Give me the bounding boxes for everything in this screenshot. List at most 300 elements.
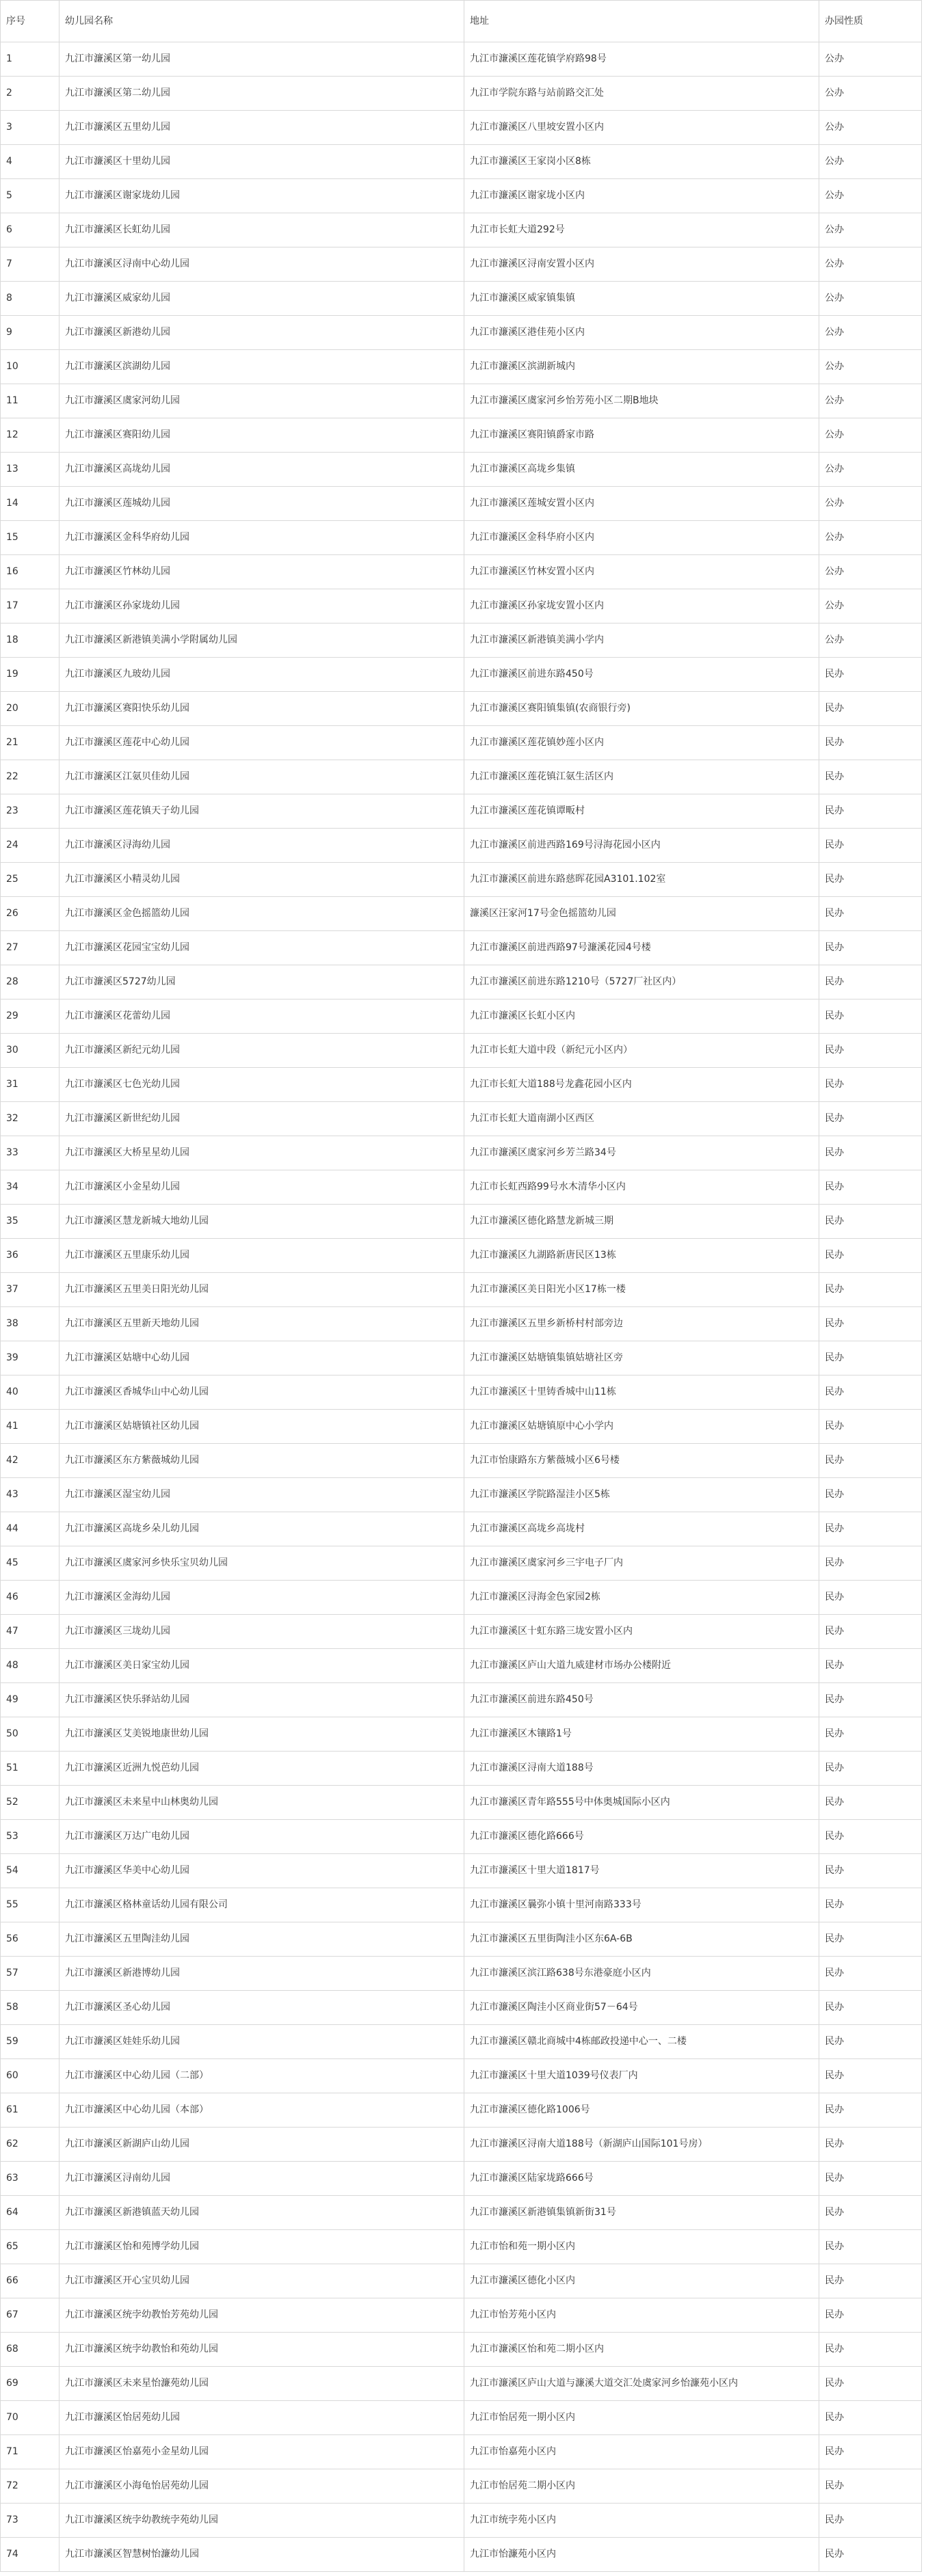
cell-address: 九江市濂溪区赛阳镇集镇(农商银行旁) <box>464 692 819 726</box>
table-row <box>1 77 922 111</box>
cell-address: 九江市濂溪区前进东路1210号（5727厂社区内） <box>464 965 819 999</box>
table-row <box>1 2333 922 2367</box>
cell-name: 九江市濂溪区七色光幼儿园 <box>59 1068 464 1102</box>
header-serial: 序号 <box>1 1 59 42</box>
cell-serial: 56 <box>1 1922 59 1957</box>
cell-serial: 42 <box>1 1444 59 1478</box>
cell-address: 九江市长虹大道188号龙鑫花园小区内 <box>464 1068 819 1102</box>
cell-nature: 公办 <box>819 42 922 77</box>
cell-address: 九江市濂溪区十虹东路三垅安置小区内 <box>464 1615 819 1649</box>
table-row <box>1 2230 922 2264</box>
table-row <box>1 42 922 77</box>
table-body <box>1 42 922 2572</box>
table-row <box>1 1615 922 1649</box>
cell-nature: 民办 <box>819 658 922 692</box>
cell-serial: 32 <box>1 1102 59 1136</box>
table-row <box>1 2128 922 2162</box>
cell-address: 九江市怡康路东方紫薇城小区6号楼 <box>464 1444 819 1478</box>
cell-address: 九江市长虹西路99号水木清华小区内 <box>464 1170 819 1205</box>
cell-name: 九江市濂溪区姑塘镇社区幼儿园 <box>59 1410 464 1444</box>
cell-address: 九江市濂溪区滨湖新城内 <box>464 350 819 384</box>
cell-address: 九江市濂溪区八里坡安置小区内 <box>464 111 819 145</box>
table-row <box>1 2162 922 2196</box>
cell-nature: 民办 <box>819 1170 922 1205</box>
cell-serial: 35 <box>1 1205 59 1239</box>
cell-nature: 民办 <box>819 2059 922 2093</box>
cell-address: 九江市濂溪区前进西路97号濂溪花园4号楼 <box>464 931 819 965</box>
cell-name: 九江市濂溪区新港镇蓝天幼儿园 <box>59 2196 464 2230</box>
cell-name: 九江市濂溪区高垅幼儿园 <box>59 453 464 487</box>
cell-name: 九江市濂溪区娃娃乐幼儿园 <box>59 2025 464 2059</box>
cell-address: 九江市濂溪区德化小区内 <box>464 2264 819 2298</box>
cell-address: 九江市学院东路与站前路交汇处 <box>464 77 819 111</box>
cell-address: 九江市濂溪区莲花镇妙莲小区内 <box>464 726 819 760</box>
cell-name: 九江市濂溪区江氨贝佳幼儿园 <box>59 760 464 794</box>
cell-name: 九江市濂溪区花园宝宝幼儿园 <box>59 931 464 965</box>
cell-serial: 11 <box>1 384 59 418</box>
cell-nature: 民办 <box>819 1410 922 1444</box>
table-row <box>1 453 922 487</box>
table-row <box>1 1341 922 1376</box>
cell-serial: 70 <box>1 2401 59 2435</box>
cell-address: 九江市濂溪区滨江路638号东港豪庭小区内 <box>464 1957 819 1991</box>
table-row <box>1 2435 922 2469</box>
table-row <box>1 999 922 1034</box>
cell-name: 九江市濂溪区高垅乡朵儿幼儿园 <box>59 1512 464 1546</box>
cell-serial: 34 <box>1 1170 59 1205</box>
cell-address: 九江市濂溪区十里大道1817号 <box>464 1854 819 1888</box>
header-address: 地址 <box>464 1 819 42</box>
table-row <box>1 282 922 316</box>
cell-address: 九江市濂溪区姑塘镇原中心小学内 <box>464 1410 819 1444</box>
header-nature: 办园性质 <box>819 1 922 42</box>
table-row <box>1 658 922 692</box>
cell-name: 九江市濂溪区怡和苑博学幼儿园 <box>59 2230 464 2264</box>
cell-nature: 公办 <box>819 453 922 487</box>
cell-name: 九江市濂溪区新纪元幼儿园 <box>59 1034 464 1068</box>
cell-nature: 民办 <box>819 1341 922 1376</box>
cell-serial: 52 <box>1 1786 59 1820</box>
cell-nature: 公办 <box>819 145 922 179</box>
table-row <box>1 726 922 760</box>
cell-nature: 民办 <box>819 1478 922 1512</box>
table-row <box>1 1512 922 1546</box>
table-row <box>1 247 922 282</box>
table-row <box>1 1376 922 1410</box>
table-row <box>1 1444 922 1478</box>
table-row <box>1 1205 922 1239</box>
header-row <box>1 1 922 42</box>
table-row <box>1 1683 922 1717</box>
cell-address: 九江市濂溪区新港镇美满小学内 <box>464 623 819 658</box>
cell-name: 九江市濂溪区近洲九悦芭幼儿园 <box>59 1752 464 1786</box>
cell-serial: 4 <box>1 145 59 179</box>
cell-serial: 55 <box>1 1888 59 1922</box>
cell-nature: 民办 <box>819 1376 922 1410</box>
cell-nature: 民办 <box>819 1991 922 2025</box>
cell-address: 九江市濂溪区前进西路169号浔海花园小区内 <box>464 829 819 863</box>
cell-address: 九江市濂溪区美日阳光小区17栋一楼 <box>464 1273 819 1307</box>
cell-nature: 公办 <box>819 179 922 213</box>
cell-address: 九江市濂溪区莲花镇江氨生活区内 <box>464 760 819 794</box>
table-row <box>1 111 922 145</box>
cell-address: 九江市濂溪区十里大道1039号仪表厂内 <box>464 2059 819 2093</box>
cell-name: 九江市濂溪区快乐驿站幼儿园 <box>59 1683 464 1717</box>
table-row <box>1 1991 922 2025</box>
cell-address: 九江市濂溪区陶洼小区商业街57－64号 <box>464 1991 819 2025</box>
cell-address: 九江市濂溪区姑塘镇集镇姑塘社区旁 <box>464 1341 819 1376</box>
cell-serial: 5 <box>1 179 59 213</box>
cell-name: 九江市濂溪区怡居苑幼儿园 <box>59 2401 464 2435</box>
cell-name: 九江市濂溪区五里美日阳光幼儿园 <box>59 1273 464 1307</box>
cell-serial: 53 <box>1 1820 59 1854</box>
cell-name: 九江市濂溪区圣心幼儿园 <box>59 1991 464 2025</box>
cell-serial: 12 <box>1 418 59 453</box>
cell-nature: 民办 <box>819 1683 922 1717</box>
cell-serial: 25 <box>1 863 59 897</box>
cell-serial: 69 <box>1 2367 59 2401</box>
cell-nature: 民办 <box>819 1239 922 1273</box>
cell-nature: 公办 <box>819 555 922 589</box>
cell-nature: 公办 <box>819 384 922 418</box>
cell-address: 九江市濂溪区浔海金色家园2栋 <box>464 1581 819 1615</box>
cell-nature: 民办 <box>819 2196 922 2230</box>
table-row <box>1 1034 922 1068</box>
cell-nature: 民办 <box>819 931 922 965</box>
cell-serial: 40 <box>1 1376 59 1410</box>
cell-name: 九江市濂溪区格林童话幼儿园有限公司 <box>59 1888 464 1922</box>
table-row <box>1 2196 922 2230</box>
table-row <box>1 589 922 623</box>
cell-nature: 民办 <box>819 1854 922 1888</box>
cell-serial: 71 <box>1 2435 59 2469</box>
cell-nature: 民办 <box>819 1307 922 1341</box>
cell-address: 九江市濂溪区虞家河乡怡芳苑小区二期B地块 <box>464 384 819 418</box>
cell-name: 九江市濂溪区智慧树怡濂幼儿园 <box>59 2538 464 2572</box>
cell-address: 九江市濂溪区港佳苑小区内 <box>464 316 819 350</box>
cell-address: 九江市濂溪区长虹小区内 <box>464 999 819 1034</box>
cell-serial: 15 <box>1 521 59 555</box>
cell-nature: 公办 <box>819 623 922 658</box>
cell-name: 九江市濂溪区竹林幼儿园 <box>59 555 464 589</box>
cell-address: 九江市濂溪区五里街陶洼小区东6A-6B <box>464 1922 819 1957</box>
cell-serial: 33 <box>1 1136 59 1170</box>
cell-nature: 民办 <box>819 1649 922 1683</box>
cell-serial: 50 <box>1 1717 59 1752</box>
table-row <box>1 829 922 863</box>
cell-name: 九江市濂溪区万达广电幼儿园 <box>59 1820 464 1854</box>
cell-serial: 57 <box>1 1957 59 1991</box>
cell-serial: 45 <box>1 1546 59 1581</box>
cell-serial: 22 <box>1 760 59 794</box>
table-row <box>1 1273 922 1307</box>
cell-name: 九江市濂溪区统孛幼教统孛苑幼儿园 <box>59 2504 464 2538</box>
cell-nature: 民办 <box>819 1820 922 1854</box>
cell-address: 九江市怡濂苑小区内 <box>464 2538 819 2572</box>
cell-serial: 27 <box>1 931 59 965</box>
cell-nature: 民办 <box>819 1205 922 1239</box>
table-row <box>1 1820 922 1854</box>
cell-address: 九江市濂溪区莲花镇谭畈村 <box>464 794 819 829</box>
cell-name: 九江市濂溪区金海幼儿园 <box>59 1581 464 1615</box>
cell-serial: 13 <box>1 453 59 487</box>
cell-nature: 民办 <box>819 1068 922 1102</box>
cell-address: 九江市濂溪区九湖路新唐民区13栋 <box>464 1239 819 1273</box>
cell-address: 九江市怡居苑二期小区内 <box>464 2469 819 2504</box>
cell-nature: 民办 <box>819 1273 922 1307</box>
cell-name: 九江市濂溪区艾美锐地康世幼儿园 <box>59 1717 464 1752</box>
cell-serial: 64 <box>1 2196 59 2230</box>
table-row <box>1 350 922 384</box>
table-row <box>1 2538 922 2572</box>
cell-nature: 民办 <box>819 897 922 931</box>
cell-address: 九江市濂溪区王家岗小区8栋 <box>464 145 819 179</box>
cell-serial: 49 <box>1 1683 59 1717</box>
cell-address: 九江市濂溪区怡和苑二期小区内 <box>464 2333 819 2367</box>
cell-nature: 民办 <box>819 1512 922 1546</box>
table-row <box>1 2367 922 2401</box>
cell-name: 九江市濂溪区第一幼儿园 <box>59 42 464 77</box>
table-row <box>1 487 922 521</box>
cell-serial: 26 <box>1 897 59 931</box>
cell-nature: 民办 <box>819 2469 922 2504</box>
cell-address: 九江市濂溪区庐山大道与濂溪大道交汇处虞家河乡怡濂苑小区内 <box>464 2367 819 2401</box>
cell-serial: 2 <box>1 77 59 111</box>
cell-name: 九江市濂溪区统孛幼教怡芳苑幼儿园 <box>59 2298 464 2333</box>
table-row <box>1 1410 922 1444</box>
cell-name: 九江市濂溪区新港镇美满小学附属幼儿园 <box>59 623 464 658</box>
cell-serial: 58 <box>1 1991 59 2025</box>
cell-name: 九江市濂溪区金色摇篮幼儿园 <box>59 897 464 931</box>
table-row <box>1 1957 922 1991</box>
cell-nature: 民办 <box>819 1615 922 1649</box>
table-row <box>1 555 922 589</box>
cell-serial: 44 <box>1 1512 59 1546</box>
cell-serial: 14 <box>1 487 59 521</box>
cell-nature: 民办 <box>819 2264 922 2298</box>
cell-name: 九江市濂溪区九玻幼儿园 <box>59 658 464 692</box>
cell-serial: 1 <box>1 42 59 77</box>
table-row <box>1 384 922 418</box>
cell-address: 九江市濂溪区浔南大道188号（新湖庐山国际101号房） <box>464 2128 819 2162</box>
cell-serial: 60 <box>1 2059 59 2093</box>
cell-name: 九江市濂溪区五里陶洼幼儿园 <box>59 1922 464 1957</box>
cell-serial: 29 <box>1 999 59 1034</box>
cell-name: 九江市濂溪区未来星中山林奥幼儿园 <box>59 1786 464 1820</box>
cell-serial: 48 <box>1 1649 59 1683</box>
cell-address: 九江市统孛苑小区内 <box>464 2504 819 2538</box>
cell-name: 九江市濂溪区怡嘉苑小金星幼儿园 <box>59 2435 464 2469</box>
cell-name: 九江市濂溪区统孛幼教怡和苑幼儿园 <box>59 2333 464 2367</box>
cell-nature: 民办 <box>819 1546 922 1581</box>
cell-name: 九江市濂溪区香城华山中心幼儿园 <box>59 1376 464 1410</box>
cell-nature: 民办 <box>819 2504 922 2538</box>
cell-nature: 民办 <box>819 1786 922 1820</box>
cell-name: 九江市濂溪区长虹幼儿园 <box>59 213 464 247</box>
cell-nature: 民办 <box>819 2093 922 2128</box>
cell-serial: 19 <box>1 658 59 692</box>
cell-serial: 59 <box>1 2025 59 2059</box>
cell-address: 九江市濂溪区浔南安置小区内 <box>464 247 819 282</box>
cell-serial: 67 <box>1 2298 59 2333</box>
cell-name: 九江市濂溪区莲城幼儿园 <box>59 487 464 521</box>
cell-serial: 30 <box>1 1034 59 1068</box>
cell-nature: 民办 <box>819 1444 922 1478</box>
cell-nature: 民办 <box>819 829 922 863</box>
cell-address: 九江市濂溪区金科华府小区内 <box>464 521 819 555</box>
cell-nature: 公办 <box>819 111 922 145</box>
cell-nature: 民办 <box>819 2128 922 2162</box>
cell-name: 九江市濂溪区滨湖幼儿园 <box>59 350 464 384</box>
cell-nature: 民办 <box>819 2367 922 2401</box>
cell-name: 九江市濂溪区未来星怡濂苑幼儿园 <box>59 2367 464 2401</box>
cell-name: 九江市濂溪区谢家垅幼儿园 <box>59 179 464 213</box>
cell-serial: 9 <box>1 316 59 350</box>
cell-serial: 20 <box>1 692 59 726</box>
cell-name: 九江市濂溪区华美中心幼儿园 <box>59 1854 464 1888</box>
cell-serial: 10 <box>1 350 59 384</box>
table-row <box>1 2025 922 2059</box>
cell-serial: 66 <box>1 2264 59 2298</box>
cell-nature: 民办 <box>819 999 922 1034</box>
cell-nature: 民办 <box>819 863 922 897</box>
table-row <box>1 623 922 658</box>
cell-address: 九江市濂溪区新港镇集镇新街31号 <box>464 2196 819 2230</box>
cell-address: 九江市濂溪区高垅乡高垅村 <box>464 1512 819 1546</box>
cell-nature: 民办 <box>819 1922 922 1957</box>
table-row <box>1 1854 922 1888</box>
cell-address: 九江市濂溪区前进东路450号 <box>464 1683 819 1717</box>
header-name: 幼儿园名称 <box>59 1 464 42</box>
cell-serial: 51 <box>1 1752 59 1786</box>
cell-address: 九江市濂溪区莲城安置小区内 <box>464 487 819 521</box>
cell-name: 九江市濂溪区中心幼儿园（本部） <box>59 2093 464 2128</box>
table-row <box>1 1102 922 1136</box>
cell-name: 九江市濂溪区小海龟怡居苑幼儿园 <box>59 2469 464 2504</box>
table-row <box>1 1581 922 1615</box>
cell-nature: 民办 <box>819 1102 922 1136</box>
cell-serial: 7 <box>1 247 59 282</box>
table-row <box>1 2264 922 2298</box>
table-row <box>1 179 922 213</box>
table-row <box>1 692 922 726</box>
cell-nature: 公办 <box>819 521 922 555</box>
cell-serial: 36 <box>1 1239 59 1273</box>
cell-address: 九江市濂溪区威家镇集镇 <box>464 282 819 316</box>
cell-name: 九江市濂溪区湿宝幼儿园 <box>59 1478 464 1512</box>
cell-serial: 62 <box>1 2128 59 2162</box>
cell-nature: 公办 <box>819 316 922 350</box>
cell-name: 九江市濂溪区赛阳快乐幼儿园 <box>59 692 464 726</box>
cell-serial: 74 <box>1 2538 59 2572</box>
cell-serial: 18 <box>1 623 59 658</box>
cell-name: 九江市濂溪区美日家宝幼儿园 <box>59 1649 464 1683</box>
cell-address: 九江市濂溪区孙家垅安置小区内 <box>464 589 819 623</box>
cell-nature: 民办 <box>819 2025 922 2059</box>
cell-serial: 54 <box>1 1854 59 1888</box>
cell-name: 九江市濂溪区5727幼儿园 <box>59 965 464 999</box>
cell-address: 九江市濂溪区学院路湿洼小区5栋 <box>464 1478 819 1512</box>
table-row <box>1 794 922 829</box>
cell-serial: 21 <box>1 726 59 760</box>
cell-name: 九江市濂溪区莲花中心幼儿园 <box>59 726 464 760</box>
cell-nature: 民办 <box>819 794 922 829</box>
table-row <box>1 2469 922 2504</box>
cell-nature: 公办 <box>819 418 922 453</box>
cell-name: 九江市濂溪区十里幼儿园 <box>59 145 464 179</box>
cell-nature: 民办 <box>819 1717 922 1752</box>
cell-serial: 41 <box>1 1410 59 1444</box>
cell-nature: 公办 <box>819 589 922 623</box>
cell-address: 九江市濂溪区德化路慧龙新城三期 <box>464 1205 819 1239</box>
cell-name: 九江市濂溪区中心幼儿园（二部） <box>59 2059 464 2093</box>
cell-serial: 61 <box>1 2093 59 2128</box>
cell-name: 九江市濂溪区第二幼儿园 <box>59 77 464 111</box>
table-row <box>1 965 922 999</box>
table-row <box>1 1478 922 1512</box>
cell-nature: 公办 <box>819 213 922 247</box>
cell-nature: 民办 <box>819 2435 922 2469</box>
cell-nature: 民办 <box>819 2333 922 2367</box>
cell-name: 九江市濂溪区东方紫薇城幼儿园 <box>59 1444 464 1478</box>
cell-address: 九江市濂溪区虞家河乡芳兰路34号 <box>464 1136 819 1170</box>
table-row <box>1 418 922 453</box>
cell-serial: 28 <box>1 965 59 999</box>
cell-name: 九江市濂溪区赛阳幼儿园 <box>59 418 464 453</box>
table-row <box>1 1888 922 1922</box>
cell-serial: 63 <box>1 2162 59 2196</box>
cell-name: 九江市濂溪区威家幼儿园 <box>59 282 464 316</box>
cell-serial: 72 <box>1 2469 59 2504</box>
cell-address: 九江市濂溪区十里铸香城中山11栋 <box>464 1376 819 1410</box>
cell-nature: 民办 <box>819 692 922 726</box>
cell-name: 九江市濂溪区浔南幼儿园 <box>59 2162 464 2196</box>
cell-address: 九江市濂溪区浔南大道188号 <box>464 1752 819 1786</box>
cell-address: 九江市怡嘉苑小区内 <box>464 2435 819 2469</box>
table-row <box>1 1307 922 1341</box>
cell-address: 九江市濂溪区莲花镇学府路98号 <box>464 42 819 77</box>
cell-serial: 16 <box>1 555 59 589</box>
cell-serial: 65 <box>1 2230 59 2264</box>
cell-name: 九江市濂溪区浔海幼儿园 <box>59 829 464 863</box>
cell-serial: 46 <box>1 1581 59 1615</box>
cell-address: 九江市濂溪区赣北商城中4栋邮政投递中心一、二楼 <box>464 2025 819 2059</box>
cell-address: 九江市濂溪区前进东路慈晖花园A3101.102室 <box>464 863 819 897</box>
table-row <box>1 1752 922 1786</box>
table-row <box>1 1170 922 1205</box>
cell-address: 九江市濂溪区青年路555号中体奥城国际小区内 <box>464 1786 819 1820</box>
table-row <box>1 1239 922 1273</box>
cell-nature: 公办 <box>819 350 922 384</box>
cell-serial: 68 <box>1 2333 59 2367</box>
cell-nature: 民办 <box>819 1752 922 1786</box>
cell-name: 九江市濂溪区虞家河幼儿园 <box>59 384 464 418</box>
cell-name: 九江市濂溪区新湖庐山幼儿园 <box>59 2128 464 2162</box>
table-row <box>1 1786 922 1820</box>
table-row <box>1 760 922 794</box>
cell-serial: 24 <box>1 829 59 863</box>
cell-address: 九江市怡居苑一期小区内 <box>464 2401 819 2435</box>
cell-nature: 公办 <box>819 282 922 316</box>
cell-address: 九江市濂溪区竹林安置小区内 <box>464 555 819 589</box>
table-row <box>1 1136 922 1170</box>
cell-serial: 23 <box>1 794 59 829</box>
cell-name: 九江市濂溪区花蕾幼儿园 <box>59 999 464 1034</box>
cell-nature: 民办 <box>819 2230 922 2264</box>
table-row <box>1 2298 922 2333</box>
cell-address: 九江市长虹大道292号 <box>464 213 819 247</box>
cell-name: 九江市濂溪区姑塘中心幼儿园 <box>59 1341 464 1376</box>
